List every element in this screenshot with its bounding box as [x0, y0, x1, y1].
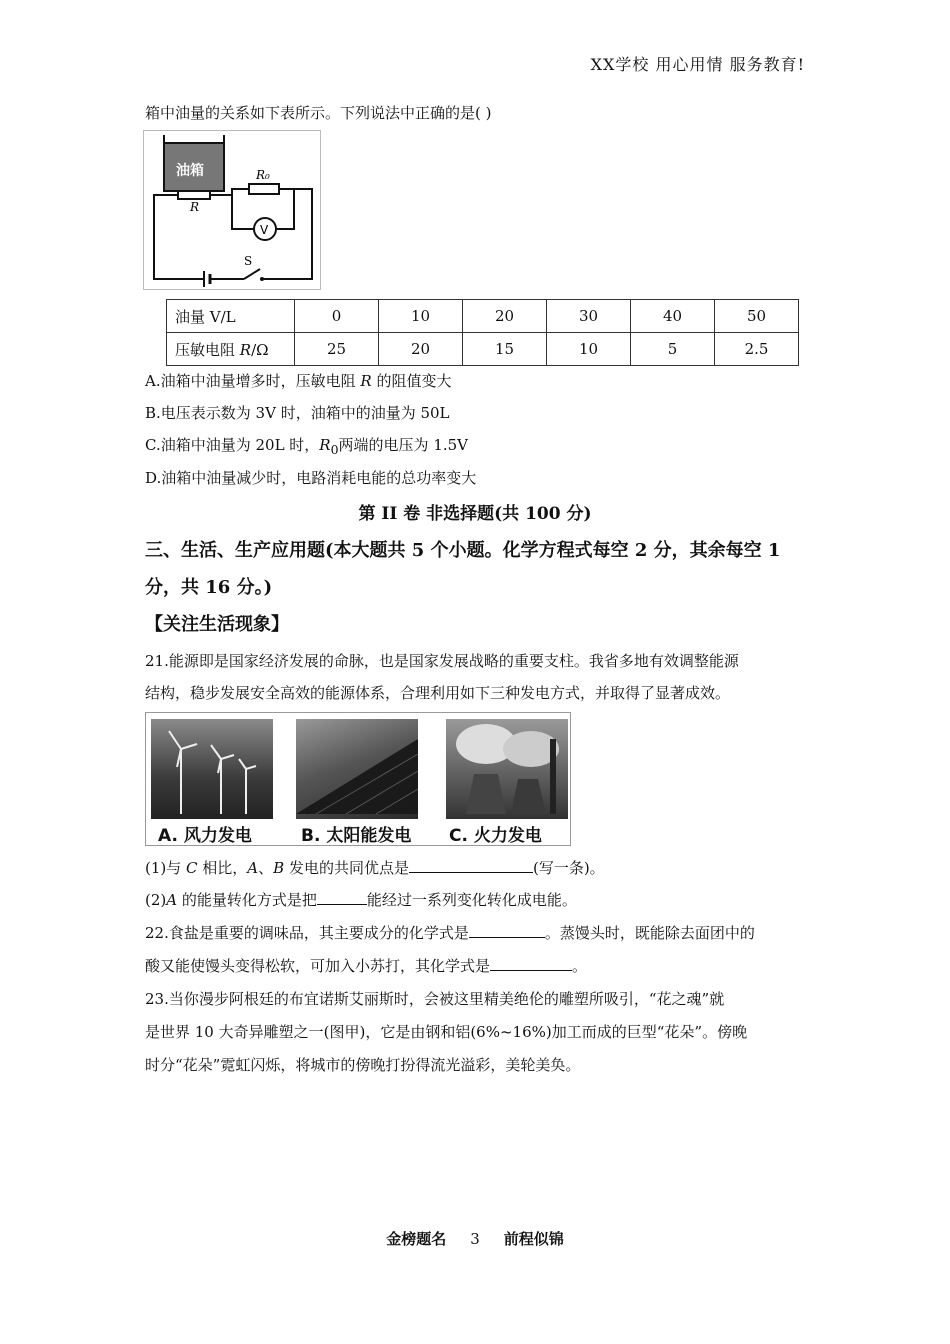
- table-row: [167, 333, 799, 366]
- table-cell: 15: [463, 333, 547, 366]
- question-text: 22.食盐是重要的调味品，其主要成分的化学式是: [145, 924, 469, 942]
- caption-wind: A. 风力发电: [158, 826, 252, 846]
- section-three-heading-1: 三、生活、生产应用题(本大题共 5 个小题。化学方程式每空 2 分，其余每空 1: [145, 540, 781, 561]
- option-a: [145, 370, 451, 391]
- option-subscript: 0: [330, 442, 339, 457]
- answer-blank[interactable]: [317, 890, 367, 905]
- sub-text: 发电的共同优点是: [284, 859, 409, 877]
- sub-text: 、: [258, 859, 274, 877]
- table-row: [167, 300, 799, 333]
- option-symbol: R: [360, 372, 372, 390]
- solar-panel-icon: [296, 719, 418, 819]
- caption-thermal: C. 火力发电: [449, 826, 542, 846]
- sub-symbol: A: [247, 859, 259, 877]
- resistor-r: [178, 191, 210, 199]
- question-21-line-2: 结构，稳步发展安全高效的能源体系，合理利用如下三种发电方式，并取得了显著成效。: [145, 684, 731, 702]
- label-symbol: R: [239, 340, 252, 359]
- option-b: B.电压表示数为 3V 时，油箱中的油量为 50L: [145, 404, 450, 422]
- table-cell: 2.5: [715, 333, 799, 366]
- question-21-sub-1: [145, 857, 605, 878]
- table-cell: 25: [295, 333, 379, 366]
- question-21-line-1: 21.能源即是国家经济发展的命脉，也是国家发展战略的重要支柱。我省多地有效调整能源: [145, 652, 739, 670]
- footer-left: 金榜题名: [386, 1230, 447, 1248]
- option-text: 两端的电压为 1.5V: [338, 436, 469, 454]
- voltmeter-label: V: [260, 223, 269, 237]
- question-23-line-3: 时分“花朵”霓虹闪烁，将城市的傍晚打扮得流光溢彩，美轮美奂。: [145, 1056, 581, 1074]
- table-cell: 10: [547, 333, 631, 366]
- option-text: A.油箱中油量增多时，压敏电阻: [145, 372, 361, 390]
- answer-blank[interactable]: [409, 858, 533, 873]
- sub-text: 的能量转化方式是把: [177, 891, 317, 909]
- question-20-intro: 箱中油量的关系如下表所示。下列说法中正确的是( ): [145, 104, 492, 122]
- question-text: 酸又能使馒头变得松软，可加入小苏打，其化学式是: [145, 957, 491, 975]
- table-cell: 20: [379, 333, 463, 366]
- option-d: D.油箱中油量减少时，电路消耗电能的总功率变大: [145, 469, 477, 487]
- page-number: 3: [470, 1230, 480, 1248]
- question-23-line-1: 23.当你漫步阿根廷的布宜诺斯艾丽斯时，会被这里精美绝伦的雕塑所吸引，“花之魂”就: [145, 990, 725, 1008]
- switch-label: S: [244, 254, 253, 268]
- question-text: 。蒸馒头时，既能除去面团中的: [544, 924, 755, 942]
- option-text: 的阻值变大: [371, 372, 452, 390]
- label-text: 压敏电阻: [175, 340, 240, 359]
- table-cell: 40: [631, 300, 715, 333]
- table-cell: 30: [547, 300, 631, 333]
- part-two-title: 第 II 卷 非选择题(共 100 分): [358, 504, 592, 524]
- tank-label: 油箱: [176, 163, 204, 179]
- answer-blank[interactable]: [469, 923, 545, 938]
- circuit-svg: [144, 131, 320, 289]
- circuit-diagram: [143, 130, 321, 290]
- page-header: XX学校 用心用情 服务教育!: [590, 55, 805, 74]
- wind-turbine-icon: [151, 719, 273, 819]
- label-unit: /Ω: [251, 340, 269, 359]
- question-22-line-2: [145, 955, 587, 976]
- question-22-line-1: [145, 922, 755, 943]
- table-cell: 10: [379, 300, 463, 333]
- page-footer: [0, 1228, 950, 1249]
- sub-text: 能经过一系列变化转化成电能。: [366, 891, 577, 909]
- resistor-r0: [249, 184, 279, 194]
- resistor-r0-label: R₀: [256, 168, 270, 182]
- question-23-line-2: 是世界 10 大奇异雕塑之一(图甲)，它是由钢和铝(6%~16%)加工而成的巨型“花朵”。傍晚: [145, 1023, 748, 1041]
- option-symbol: R: [319, 436, 331, 454]
- sub-text: 相比，: [197, 859, 248, 877]
- sub-text: (2): [145, 891, 167, 909]
- switch-icon: [244, 269, 260, 279]
- cooling-tower-icon: [446, 719, 568, 819]
- question-21-sub-2: [145, 889, 577, 910]
- focus-heading: 【关注生活现象】: [145, 614, 289, 635]
- footer-right: 前程似锦: [503, 1230, 564, 1248]
- table-cell: 20: [463, 300, 547, 333]
- question-text: 。: [572, 957, 588, 975]
- table-cell: 0: [295, 300, 379, 333]
- sub-symbol: A: [166, 891, 178, 909]
- section-three-heading-2: 分，共 16 分。): [145, 577, 273, 598]
- wind-power-photo: [151, 719, 273, 819]
- table-cell: 50: [715, 300, 799, 333]
- thermal-power-photo: [446, 719, 568, 819]
- option-c: [145, 434, 468, 457]
- caption-solar: B. 太阳能发电: [301, 826, 412, 846]
- resistor-r-label: R: [190, 200, 200, 214]
- option-text: C.油箱中油量为 20L 时，: [145, 436, 320, 454]
- oil-resistance-table: [166, 299, 799, 366]
- sub-text: (1)与: [145, 859, 187, 877]
- row-label-oil: 油量 V/L: [167, 300, 295, 333]
- row-label-resistance: [167, 333, 295, 366]
- sub-symbol: C: [186, 859, 198, 877]
- sub-symbol: B: [273, 859, 285, 877]
- sub-text: (写一条)。: [532, 859, 605, 877]
- answer-blank[interactable]: [490, 956, 572, 971]
- table-cell: 5: [631, 333, 715, 366]
- power-generation-photos: [145, 712, 571, 846]
- solar-power-photo: [296, 719, 418, 819]
